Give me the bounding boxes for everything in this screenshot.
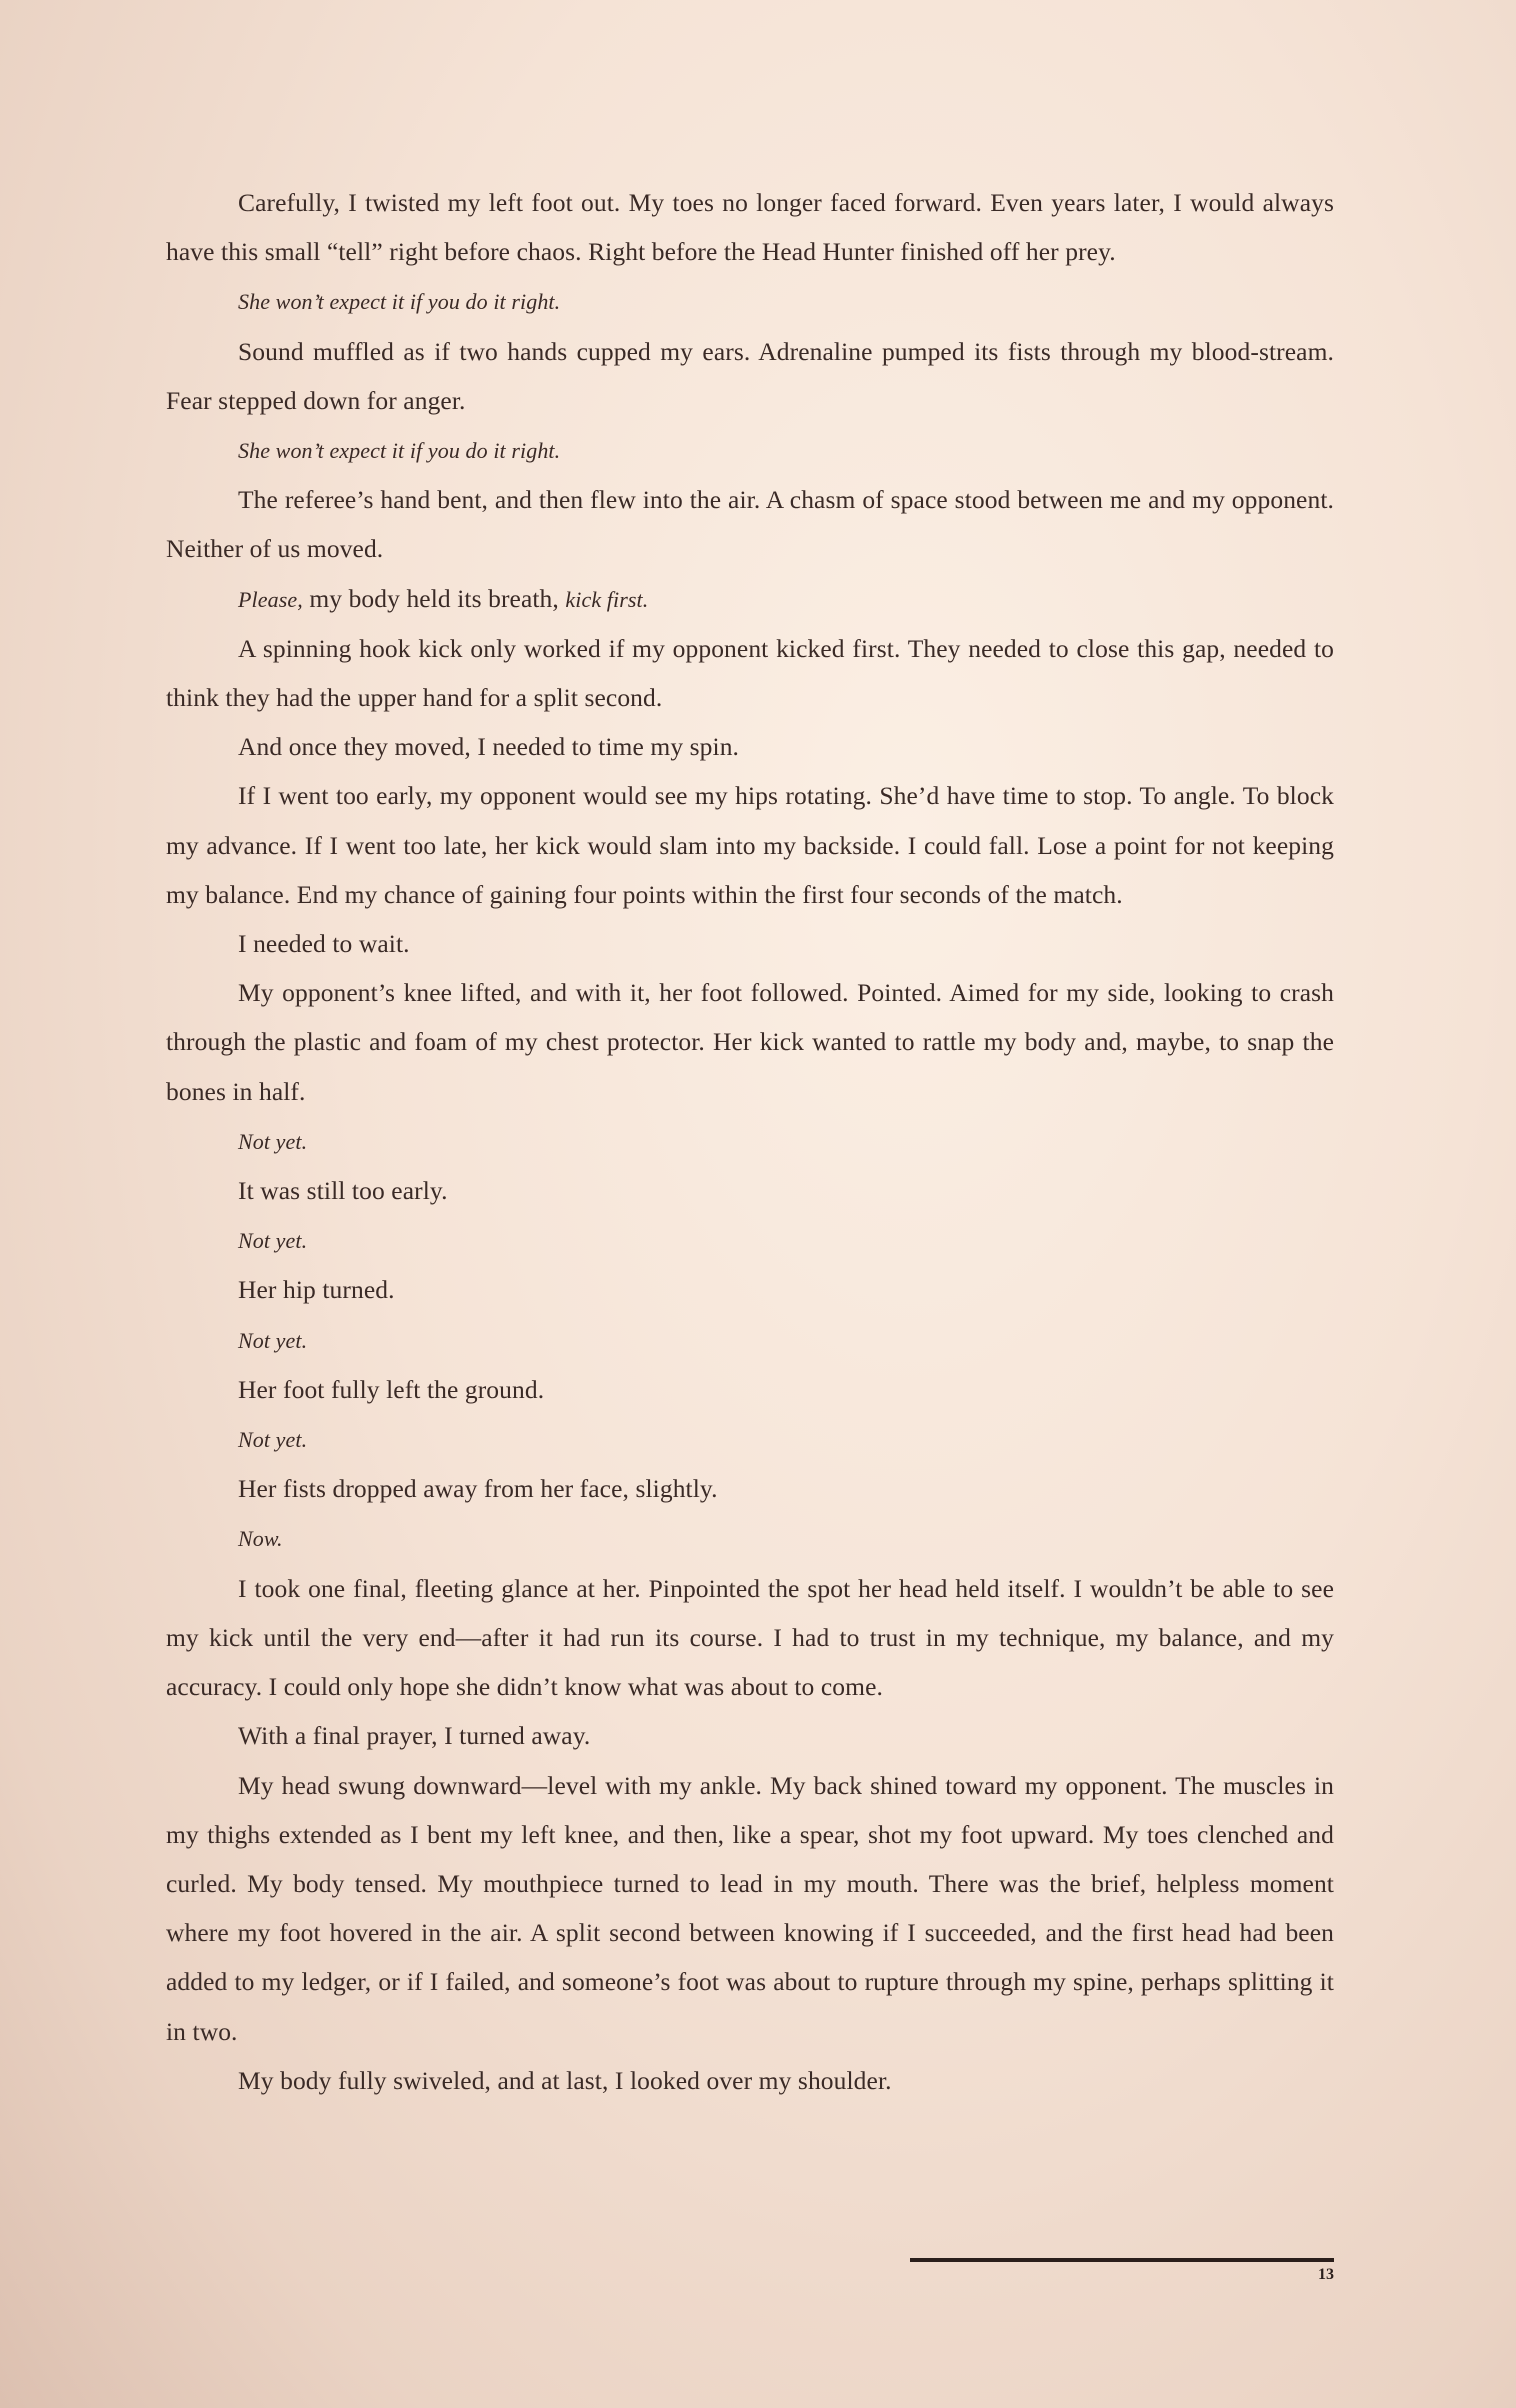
body-text: My opponent’s knee lifted, and with it, her foot followed. Pointed. Aimed for my side, looking to crash through the plastic and foam of my chest protector. Her kick wanted to rattle my body and, maybe, to snap the bones in half. <box>166 978 1334 1106</box>
paragraph <box>166 771 1334 919</box>
paragraph <box>166 1215 1334 1265</box>
paragraph <box>166 425 1334 475</box>
body-text: And once they moved, I needed to time my spin. <box>238 732 740 762</box>
italic-text: Not yet. <box>238 1128 308 1154</box>
italic-text: Not yet. <box>238 1427 308 1453</box>
italic-text: She won’t expect it if you do it right. <box>238 438 561 464</box>
italic-text: Not yet. <box>238 1327 308 1353</box>
body-text: My body fully swiveled, and at last, I looked over my shoulder. <box>238 2065 892 2095</box>
body-text: I needed to wait. <box>238 929 410 959</box>
paragraph <box>166 1315 1334 1365</box>
footer-rule <box>910 2258 1334 2262</box>
paragraph <box>166 574 1334 624</box>
italic-text: kick first. <box>565 586 649 612</box>
italic-text: Please, <box>238 586 303 612</box>
paragraph <box>166 475 1334 573</box>
italic-text: Now. <box>238 1526 283 1552</box>
paragraph <box>166 624 1334 722</box>
paragraph <box>166 1513 1334 1563</box>
body-text: Her fists dropped away from her face, slightly. <box>238 1474 718 1504</box>
paragraph <box>166 1166 1334 1215</box>
body-text: I took one final, fleeting glance at her. Pinpointed the spot her head held itself. I wouldn’t be able to see my kick until the very end—after it had run its course. I had to trust in my technique, my balance, and my accuracy. I could only hope she didn’t know what was about to come. <box>166 1573 1334 1702</box>
body-text: Her hip turned. <box>238 1275 395 1305</box>
body-text: It was still too early. <box>238 1176 448 1206</box>
paragraph <box>166 2056 1334 2105</box>
paragraph <box>166 1711 1334 1760</box>
italic-text: She won’t expect it if you do it right. <box>238 289 561 315</box>
paragraph <box>166 1761 1334 2056</box>
italic-text: Not yet. <box>238 1228 308 1254</box>
paragraph <box>166 1265 1334 1314</box>
body-text: Her foot fully left the ground. <box>238 1374 545 1404</box>
paragraph <box>166 968 1334 1116</box>
page-body <box>166 178 1334 2105</box>
body-text: If I went too early, my opponent would see my hips rotating. She’d have time to stop. To angle. To block my advance. If I went too late, her kick would slam into my backside. I could fall. Lose a point for not keeping my balance. End my chance of gaining four points within the first four seconds of the match. <box>166 781 1334 909</box>
paragraph <box>166 276 1334 326</box>
body-text: My head swung downward—level with my ankle. My back shined toward my opponent. The muscles in my thighs extended as I bent my left knee, and then, like a spear, shot my foot upward. My toes clenched and curled. My body tensed. My mouthpiece turned to lead in my mouth. There was the brief, helpless moment where my foot hovered in the air. A split second between knowing if I succeeded, and the first head had been added to my ledger, or if I failed, and someone’s foot was about to rupture through my spine, perhaps splitting it in two. <box>166 1770 1334 2046</box>
body-text: my body held its breath, <box>302 583 566 613</box>
paragraph <box>166 327 1334 425</box>
paragraph <box>166 1414 1334 1464</box>
body-text: The referee’s hand bent, and then flew into the air. A chasm of space stood between me and my opponent. Neither of us moved. <box>166 485 1334 564</box>
body-text: With a final prayer, I turned away. <box>238 1721 591 1751</box>
paragraph <box>166 1365 1334 1414</box>
body-text: Carefully, I twisted my left foot out. My toes no longer faced forward. Even years later, I would always have this small “tell” right before chaos. Right before the Head Hunter finished off her prey. <box>166 188 1334 267</box>
paragraph <box>166 919 1334 968</box>
paragraph <box>166 178 1334 276</box>
paragraph <box>166 1116 1334 1166</box>
body-text: Sound muffled as if two hands cupped my ears. Adrenaline pumped its fists through my blood-stream. Fear stepped down for anger. <box>166 336 1334 415</box>
paragraph <box>166 722 1334 771</box>
body-text: A spinning hook kick only worked if my opponent kicked first. They needed to close this gap, needed to think they had the upper hand for a split second. <box>166 633 1334 713</box>
page-number: 13 <box>1318 2266 1334 2283</box>
paragraph <box>166 1564 1334 1712</box>
paragraph <box>166 1464 1334 1513</box>
